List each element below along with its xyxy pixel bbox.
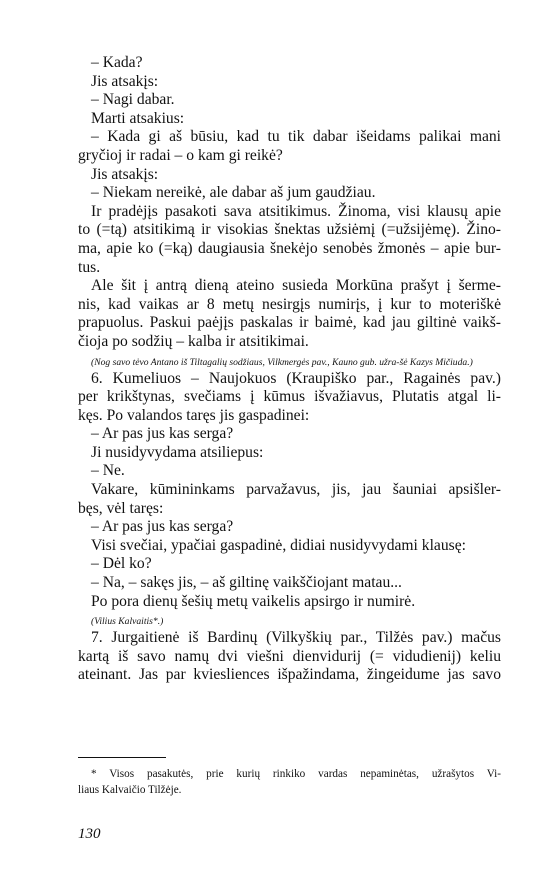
footnote-line: * Visos pasakutės, prie kurių rinkiko vardas nepaminėtas, užrašytos Vi- [91, 768, 501, 780]
text-line: – Kada gi aš būsiu, kad tu tik dabar išeidams palikai mani [91, 128, 501, 146]
text-line: – Na, – sakęs jis, – aš giltinę vaikščiojant matau... [91, 574, 402, 592]
text-line: 7. Jurgaitienė iš Bardinų (Vilkyškių par., Tilžės pav.) mačus [91, 629, 501, 647]
text-line: Po pora dienų šešių metų vaikelis apsirgo ir numirė. [91, 592, 416, 610]
text-line: (Vilius Kalvaitis*.) [91, 616, 164, 628]
text-line: per krikštynas, svečiams į kūmus išvažiavus, Plutatis atgal li- [78, 388, 501, 406]
text-line: Jis atsakįs: [91, 165, 159, 183]
footnote-rule [78, 757, 166, 758]
text-line: – Niekam nereikė, ale dabar aš jum gaudžiau. [91, 184, 376, 202]
text-line: nis, kad vaikas ar 8 metų nesirgįs numirįs, į kur to moteriškė [78, 295, 501, 313]
text-line: ateinant. Jas par kviesliences išpažindama, žingeidume jas savo [78, 666, 501, 684]
text-line: Jis atsakįs: [91, 72, 159, 90]
text-line: 6. Kumeliuos – Naujokuos (Kraupiško par., Ragainės pav.) [91, 369, 501, 387]
text-line: prapuolus. Paskui paėjįs paskalas ir baimė, kad jau giltinė vaikš- [78, 314, 501, 332]
text-line: – Ne. [91, 462, 125, 480]
text-line: ma, apie ko (=ką) daugiausia šnekėjo senobės žmonės – apie bur- [78, 239, 501, 257]
text-line: Ale šit į antrą dieną ateino susieda Morkūna prašyt į šerme- [91, 277, 501, 295]
text-line: – Ar pas jus kas serga? [91, 518, 234, 536]
text-line: bęs, vėl taręs: [78, 499, 164, 517]
footnote-line: liaus Kalvaičio Tilžėje. [78, 784, 182, 796]
text-line: kęs. Po valandos taręs jis gaspadinei: [78, 406, 310, 424]
text-line: kartą iš savo namų dvi viešni dienvidurij (= vidudienij) keliu [78, 647, 501, 665]
text-line: – Dėl ko? [91, 555, 152, 573]
page-body [78, 54, 501, 685]
text-line: Marti atsakius: [91, 109, 185, 127]
text-line: (Nog savo tėvo Antano iš Tiltagalių sodžiaus, Vilkmergės pav., Kauno gub. užra- [91, 356, 400, 368]
text-line: Vakare, kūmininkams parvažavus, jis, jau šauniai apsišler- [91, 481, 501, 499]
footnote [78, 766, 501, 798]
text-line: to (=tą) atsitikimą ir visokias šnektas užsiėmį (=užsijėmę). Žino- [78, 221, 501, 239]
text-line: Ir pradėjįs pasakoti sava atsitikimus. Žinoma, visi klausų apie [91, 202, 501, 220]
text-line: – Ar pas jus kas serga? [91, 425, 234, 443]
text-line: Ji nusidyvydama atsiliepus: [91, 443, 264, 461]
text-line: gryčioj ir radai – o kam gi reikė? [78, 146, 283, 164]
text-line: – Nagi dabar. [91, 91, 175, 109]
text-line: šė Kazys Mičiuda.) [399, 356, 473, 368]
text-line: – Kada? [91, 54, 143, 71]
text-line: tus. [78, 258, 101, 276]
text-line: Visi svečiai, ypačiai gaspadinė, didiai nusidyvydami klausę: [91, 536, 466, 554]
page-number: 130 [78, 826, 101, 842]
text-line: čioja po sodžių – kalba ir atsitikimai. [78, 332, 309, 350]
